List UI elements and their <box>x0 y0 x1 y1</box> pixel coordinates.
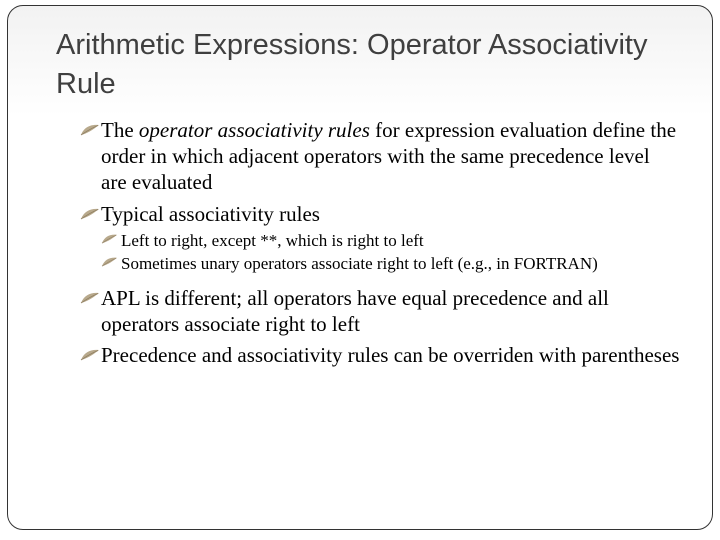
bullet-text: Left to right, except **, which is right to left <box>121 231 424 250</box>
bullet-operator-associativity-rules <box>80 117 680 195</box>
bullet-text: Sometimes unary operators associate right to left (e.g., in FORTRAN) <box>121 254 598 273</box>
sub-bullet-unary-operators <box>99 253 680 274</box>
leaf-bullet-icon <box>101 257 121 283</box>
leaf-bullet-icon <box>80 124 100 150</box>
sub-bullet-left-to-right <box>99 230 680 251</box>
bullet-text-italic: operator associativity rules <box>138 118 370 142</box>
bullet-text: Typical associativity rules <box>101 202 320 226</box>
leaf-bullet-icon <box>80 349 100 375</box>
bullet-precedence-overridden <box>80 342 680 368</box>
leaf-bullet-icon <box>80 208 100 234</box>
slide-title: Arithmetic Expressions: Operator Associativity Rule <box>56 29 648 100</box>
bullet-text-part: The <box>101 118 139 142</box>
bullet-typical-associativity-rules <box>80 201 680 227</box>
leaf-bullet-icon <box>80 292 100 318</box>
bullet-text: Precedence and associativity rules can be overriden with parentheses <box>101 343 680 367</box>
bullet-text-part: for expression evaluation define the order in which adjacent operators with the same precedence level are evaluated <box>101 118 677 194</box>
slide-content <box>80 117 680 368</box>
bullet-text: APL is different; all operators have equal precedence and all operators associate right to left <box>101 286 609 336</box>
bullet-apl-is-different <box>80 285 680 337</box>
